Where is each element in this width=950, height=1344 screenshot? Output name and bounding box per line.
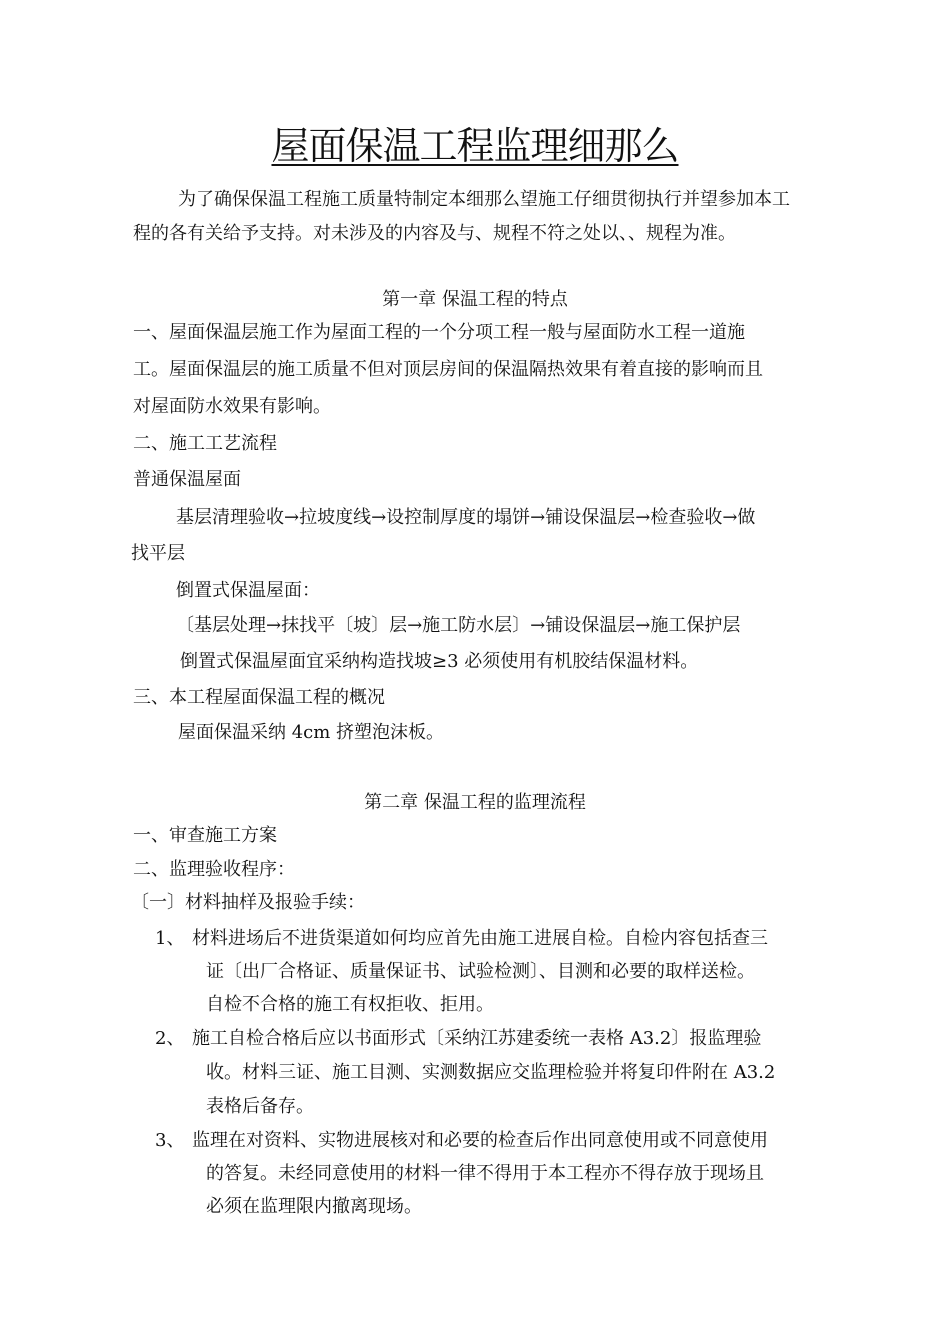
ch1-s2-flow-2: 〔基层处理→抹找平〔坡〕层→施工防水层〕→铺设保温层→施工保护层 [176,615,741,636]
ch1-s2-subheading-normal: 普通保温屋面 [133,469,241,490]
ch2-item-3-line-1: 监理在对资料、实物进展核对和必要的检查后作出同意使用或不同意使用 [192,1130,768,1151]
ch1-s3-text: 屋面保温采纳 4cm 挤塑泡沫板。 [178,722,445,743]
ch1-s1-line-1: 一、屋面保温层施工作为屋面工程的一个分项工程一般与屋面防水工程一道施 [133,322,745,343]
ch2-item-3-number: 3、 [155,1130,185,1151]
ch1-s2-note: 倒置式保温屋面宜采纳构造找坡≥3 必须使用有机胶结保温材料。 [180,651,699,672]
ch2-item-2-line-1: 施工自检合格后应以书面形式〔采纳江苏建委统一表格 A3.2〕报监理验 [192,1028,762,1049]
ch2-item-1-line-1: 材料进场后不进货渠道如何均应首先由施工进展自检。自检内容包括查三 [192,928,768,949]
ch1-s2-flow-1-line-1: 基层清理验收→拉坡度线→设控制厚度的塌饼→铺设保温层→检查验收→做 [176,507,756,528]
ch1-s1-line-3: 对屋面防水效果有影响。 [133,396,331,417]
document-title: 屋面保温工程监理细那么 [271,124,679,168]
ch2-item-2-line-2: 收。材料三证、施工目测、实测数据应交监理检验并将复印件附在 A3.2 [206,1062,776,1083]
ch2-s1: 一、审查施工方案 [133,825,277,846]
ch2-s2-subheading: 〔一〕材料抽样及报验手续： [131,892,365,913]
chapter-2-heading: 第二章 保温工程的监理流程 [364,792,586,813]
ch2-s2: 二、监理验收程序： [133,859,295,880]
ch1-s2-flow-1-line-2: 找平层 [131,543,185,564]
chapter-1-heading: 第一章 保温工程的特点 [382,289,568,310]
ch2-item-2-line-3: 表格后备存。 [206,1096,314,1117]
ch2-item-3-line-2: 的答复。未经同意使用的材料一律不得用于本工程亦不得存放于现场且 [206,1163,764,1184]
ch2-item-1-line-3: 自检不合格的施工有权拒收、拒用。 [206,994,494,1015]
ch2-item-1-number: 1、 [155,928,185,949]
ch2-item-1-line-2: 证〔出厂合格证、质量保证书、试验检测〕、目测和必要的取样送检。 [206,961,755,982]
intro-line-2: 程的各有关给予支持。对未涉及的内容及与、规程不符之处以、、规程为准。 [133,223,736,244]
ch1-s2-heading: 二、施工工艺流程 [133,433,277,454]
ch1-s3-heading: 三、本工程屋面保温工程的概况 [133,687,385,708]
intro-line-1: 为了确保保温工程施工质量特制定本细那么望施工仔细贯彻执行并望参加本工 [178,189,790,210]
ch2-item-2-number: 2、 [155,1028,185,1049]
ch1-s2-subheading-inverted: 倒置式保温屋面： [176,580,320,601]
ch2-item-3-line-3: 必须在监理限内撤离现场。 [206,1196,422,1217]
ch1-s1-line-2: 工。屋面保温层的施工质量不但对顶层房间的保温隔热效果有着直接的影响而且 [133,359,763,380]
